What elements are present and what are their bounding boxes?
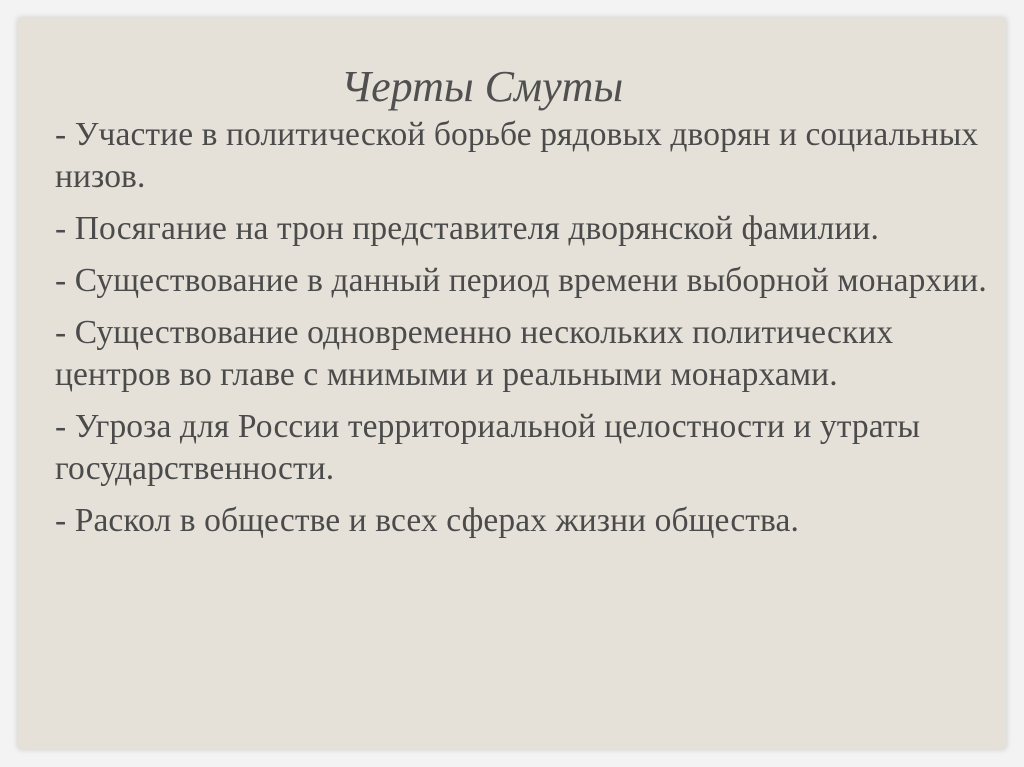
list-item: - Угроза для России территориальной целостности и утраты государственности. — [55, 408, 921, 487]
list-item: - Участие в политической борьбе рядовых дворян и социальных низов. — [55, 116, 979, 195]
slide-title-text: Черты Смуты — [340, 62, 624, 111]
bullet-list — [55, 114, 990, 552]
slide — [18, 18, 1006, 749]
list-item: - Существование в данный период времени выборной монархии. — [55, 262, 987, 299]
list-item: - Раскол в обществе и всех сферах жизни общества. — [55, 502, 799, 539]
list-item: - Существование одновременно нескольких политических центров во главе с мнимыми и реальными монархами. — [55, 314, 894, 393]
list-item: - Посягание на трон представителя дворянской фамилии. — [55, 210, 879, 247]
slide-title — [18, 62, 1006, 112]
